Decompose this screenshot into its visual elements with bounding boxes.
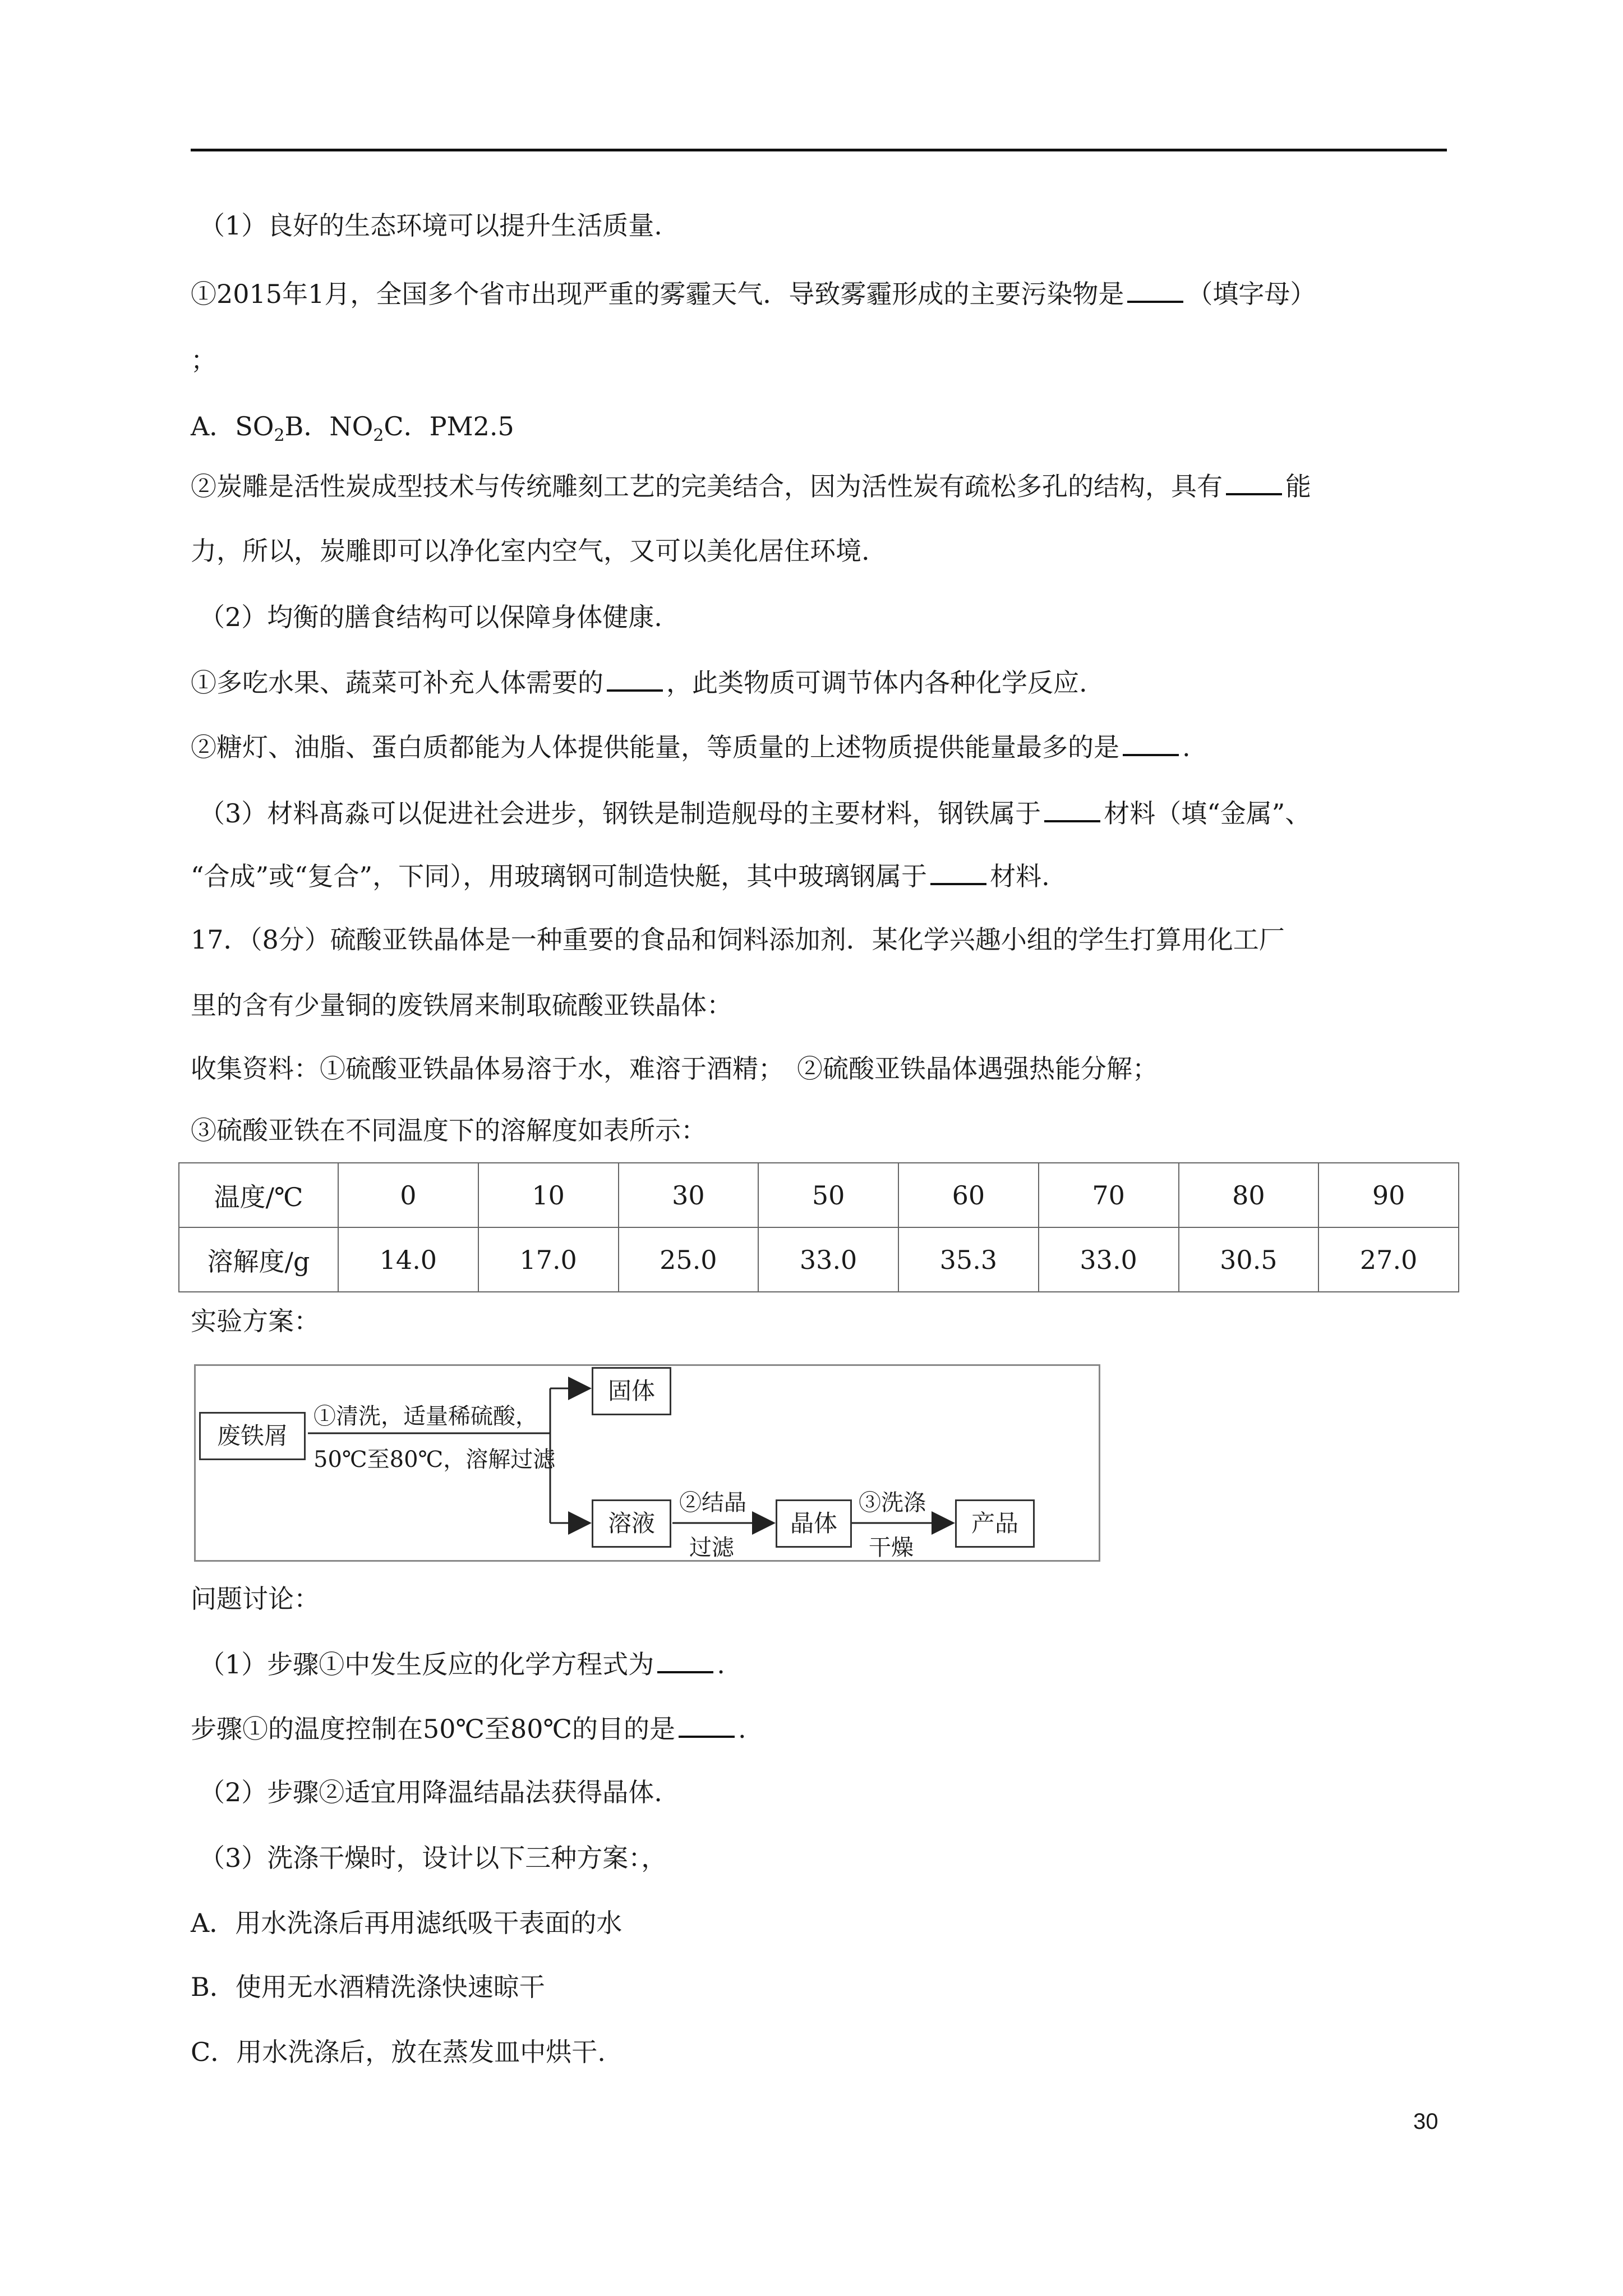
table-header: 温度/℃ bbox=[179, 1163, 338, 1227]
answer-blank[interactable] bbox=[930, 858, 986, 885]
answer-blank[interactable] bbox=[679, 1711, 735, 1738]
table-cell: 10 bbox=[478, 1163, 619, 1227]
header-rule bbox=[191, 149, 1447, 151]
table-cell: 27.0 bbox=[1318, 1227, 1459, 1292]
table-cell: 17.0 bbox=[478, 1227, 619, 1292]
answer-blank[interactable] bbox=[1044, 795, 1100, 822]
text-line: ①多吃水果、蔬菜可补充人体需要的 ，此类物质可调节体内各种化学反应. bbox=[191, 665, 1087, 700]
option-a: A．用水洗涤后再用滤纸吸干表面的水 bbox=[191, 1908, 623, 1938]
table-row bbox=[179, 1227, 1459, 1292]
table-cell: 14.0 bbox=[338, 1227, 478, 1292]
text-line: 收集资料：①硫酸亚铁晶体易溶于水，难溶于酒精； ②硫酸亚铁晶体遇强热能分解； bbox=[191, 1053, 1158, 1084]
solubility-table bbox=[178, 1162, 1459, 1292]
answer-blank[interactable] bbox=[1123, 729, 1179, 756]
table-cell: 0 bbox=[338, 1163, 478, 1227]
text-line: （2）均衡的膳食结构可以保障身体健康. bbox=[199, 602, 662, 632]
flow-step1-label: ①清洗，适量稀硫酸， bbox=[313, 1404, 538, 1429]
text-line: “合成”或“复合”，下同），用玻璃钢可制造快艇，其中玻璃钢属于 材料. bbox=[191, 858, 1050, 893]
page-number: 30 bbox=[1413, 2109, 1438, 2134]
answer-blank[interactable] bbox=[657, 1646, 713, 1673]
text-line: 步骤①的温度控制在50℃至80℃的目的是 . bbox=[191, 1711, 746, 1746]
text-line: 问题讨论： bbox=[191, 1584, 320, 1614]
flow-box-solid: 固体 bbox=[592, 1367, 671, 1415]
text-line: （1）良好的生态环境可以提升生活质量. bbox=[199, 210, 662, 241]
text-line: （1）步骤①中发生反应的化学方程式为 . bbox=[199, 1646, 725, 1681]
answer-blank[interactable] bbox=[607, 665, 663, 692]
table-cell: 90 bbox=[1318, 1163, 1459, 1227]
table-row bbox=[179, 1163, 1459, 1227]
flow-box-solution: 溶液 bbox=[592, 1499, 671, 1548]
flow-box-crystal: 晶体 bbox=[776, 1499, 852, 1548]
text-line: ②糖灯、油脂、蛋白质都能为人体提供能量，等质量的上述物质提供能量最多的是 . bbox=[191, 729, 1191, 764]
option-c: C．用水洗涤后，放在蒸发皿中烘干. bbox=[191, 2037, 606, 2067]
question-17: 17．（8分）硫酸亚铁晶体是一种重要的食品和饲料添加剂．某化学兴趣小组的学生打算用化工厂 bbox=[191, 924, 1285, 955]
answer-blank[interactable] bbox=[1127, 276, 1183, 303]
table-cell: 70 bbox=[1039, 1163, 1179, 1227]
table-cell: 33.0 bbox=[1039, 1227, 1179, 1292]
flow-step2-label: ②结晶 bbox=[679, 1490, 746, 1516]
text-line: 力，所以，炭雕即可以净化室内空气，又可以美化居住环境. bbox=[191, 536, 870, 566]
table-cell: 80 bbox=[1179, 1163, 1319, 1227]
flow-diagram bbox=[194, 1364, 1100, 1562]
table-cell: 60 bbox=[898, 1163, 1039, 1227]
text-line: ； bbox=[191, 345, 216, 375]
table-cell: 50 bbox=[758, 1163, 898, 1227]
option-b: B．使用无水酒精洗涤快速晾干 bbox=[191, 1972, 545, 2002]
text-line: 里的含有少量铜的废铁屑来制取硫酸亚铁晶体： bbox=[191, 990, 732, 1020]
table-cell: 30 bbox=[619, 1163, 759, 1227]
table-cell: 25.0 bbox=[619, 1227, 759, 1292]
text-line: ①2015年1月，全国多个省市出现严重的雾霾天气．导致雾霾形成的主要污染物是 （填字母） bbox=[191, 276, 1316, 311]
flow-box-product: 产品 bbox=[955, 1499, 1035, 1548]
answer-blank[interactable] bbox=[1226, 468, 1282, 495]
text-line: （3）洗涤干燥时，设计以下三种方案：， bbox=[199, 1843, 667, 1873]
flow-step1-label: 50℃至80℃，溶解过滤 bbox=[313, 1447, 556, 1473]
text-line: ②炭雕是活性炭成型技术与传统雕刻工艺的完美结合，因为活性炭有疏松多孔的结构，具有 能 bbox=[191, 468, 1311, 503]
table-cell: 35.3 bbox=[898, 1227, 1039, 1292]
flow-box-start: 废铁屑 bbox=[199, 1412, 306, 1460]
flow-step3-label: ③洗涤 bbox=[859, 1490, 926, 1516]
flow-step2-label: 过滤 bbox=[689, 1535, 734, 1561]
table-cell: 33.0 bbox=[758, 1227, 898, 1292]
table-cell: 30.5 bbox=[1179, 1227, 1319, 1292]
options-line: A．$SO_2B$．$NO_2C$．PM2.5 bbox=[191, 411, 514, 446]
table-header: 溶解度/g bbox=[179, 1227, 338, 1292]
text-line: （3）材料髙淼可以促进社会进步，钢铁是制造舰母的主要材料，钢铁属于 材料（填“金属”、 bbox=[199, 795, 1311, 830]
text-line: 实验方案： bbox=[191, 1306, 320, 1336]
text-line: ③硫酸亚铁在不同温度下的溶解度如表所示： bbox=[191, 1115, 707, 1145]
text-line: （2）步骤②适宜用降温结晶法获得晶体. bbox=[199, 1777, 662, 1807]
flow-step3-label: 干燥 bbox=[869, 1535, 914, 1561]
